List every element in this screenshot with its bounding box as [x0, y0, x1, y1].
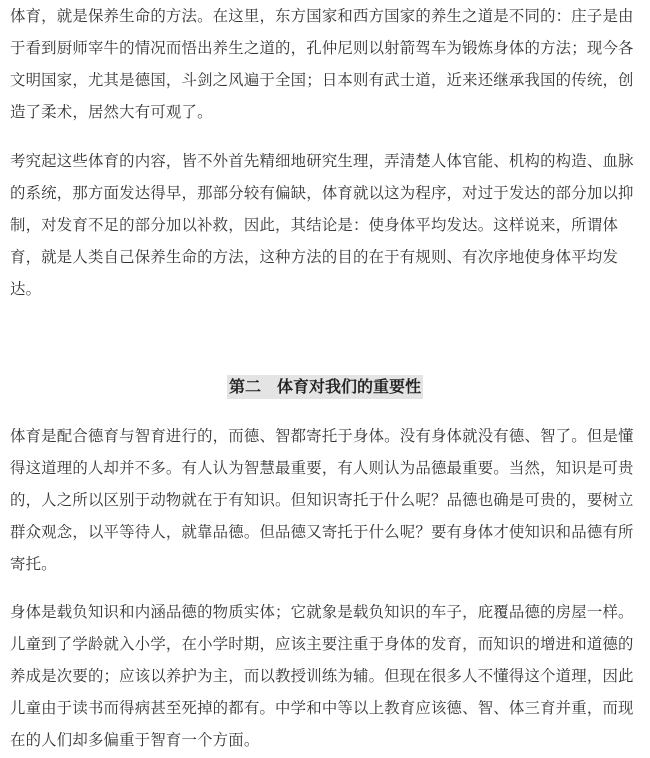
- paragraph-body-and-virtue: [10, 420, 642, 580]
- text-line: 的，人之所以区别于动物就在于有知识。但知识寄托于什么呢？品德也确是可贵的，要树立: [10, 491, 634, 509]
- text-line: 体育，就是保养生命的方法。在这里，东方国家和西方国家的养生之道是不同的：庄子是由: [10, 7, 634, 25]
- text-line: 在的人们却多偏重于智育一个方面。: [10, 731, 260, 749]
- text-line: 群众观念，以平等待人，就靠品德。但品德又寄托于什么呢？要有身体才使知识和品德有所: [10, 523, 634, 541]
- text-line: 于看到厨师宰牛的情况而悟出养生之道的，孔仲尼则以射箭驾车为锻炼身体的方法；现今各: [10, 39, 634, 57]
- text-line: 得这道理的人却并不多。有人认为智慧最重要，有人则认为品德最重要。当然，知识是可贵: [10, 459, 634, 477]
- text-line: 身体是载负知识和内涵品德的物质实体；它就象是载负知识的车子，庇覆品德的房屋一样。: [10, 603, 634, 621]
- section-heading: [0, 371, 650, 403]
- text-line: 的系统，那方面发达得早，那部分较有偏缺，体育就以这为程序，对过于发达的部分加以抑: [10, 184, 634, 202]
- paragraph-physical-education-definition: [10, 0, 642, 128]
- text-line: 儿童到了学龄就入小学，在小学时期，应该主要注重于身体的发育，而知识的增进和道德的: [10, 635, 634, 653]
- text-line: 体育是配合德育与智育进行的，而德、智都寄托于身体。没有身体就没有德、智了。但是懂: [10, 427, 634, 445]
- text-line: 考究起这些体育的内容，皆不外首先精细地研究生理，弄清楚人体官能、机构的构造、血脉: [10, 152, 634, 170]
- paragraph-physical-education-content: [10, 145, 642, 305]
- text-line: 制，对发育不足的部分加以补救，因此，其结论是：使身体平均发达。这样说来，所谓体: [10, 216, 619, 234]
- text-line: 文明国家，尤其是德国，斗剑之风遍于全国；日本则有武士道，近来还继承我国的传统，创: [10, 71, 634, 89]
- text-line: 育，就是人类自己保养生命的方法，这种方法的目的在于有规则、有次序地使身体平均发: [10, 248, 619, 266]
- paragraph-body-as-vehicle: [10, 596, 642, 756]
- text-line: 造了柔术，居然大有可观了。: [10, 103, 213, 121]
- text-line: 达。: [10, 280, 42, 298]
- text-line: 养成是次要的；应该以养护为主，而以教授训练为辅。但现在很多人不懂得这个道理，因此: [10, 667, 634, 685]
- section-heading-text: 第二 体育对我们的重要性: [227, 375, 423, 399]
- text-line: 儿童由于读书而得病甚至死掉的都有。中学和中等以上教育应该德、智、体三育并重，而现: [10, 699, 634, 717]
- text-line: 寄托。: [10, 555, 57, 573]
